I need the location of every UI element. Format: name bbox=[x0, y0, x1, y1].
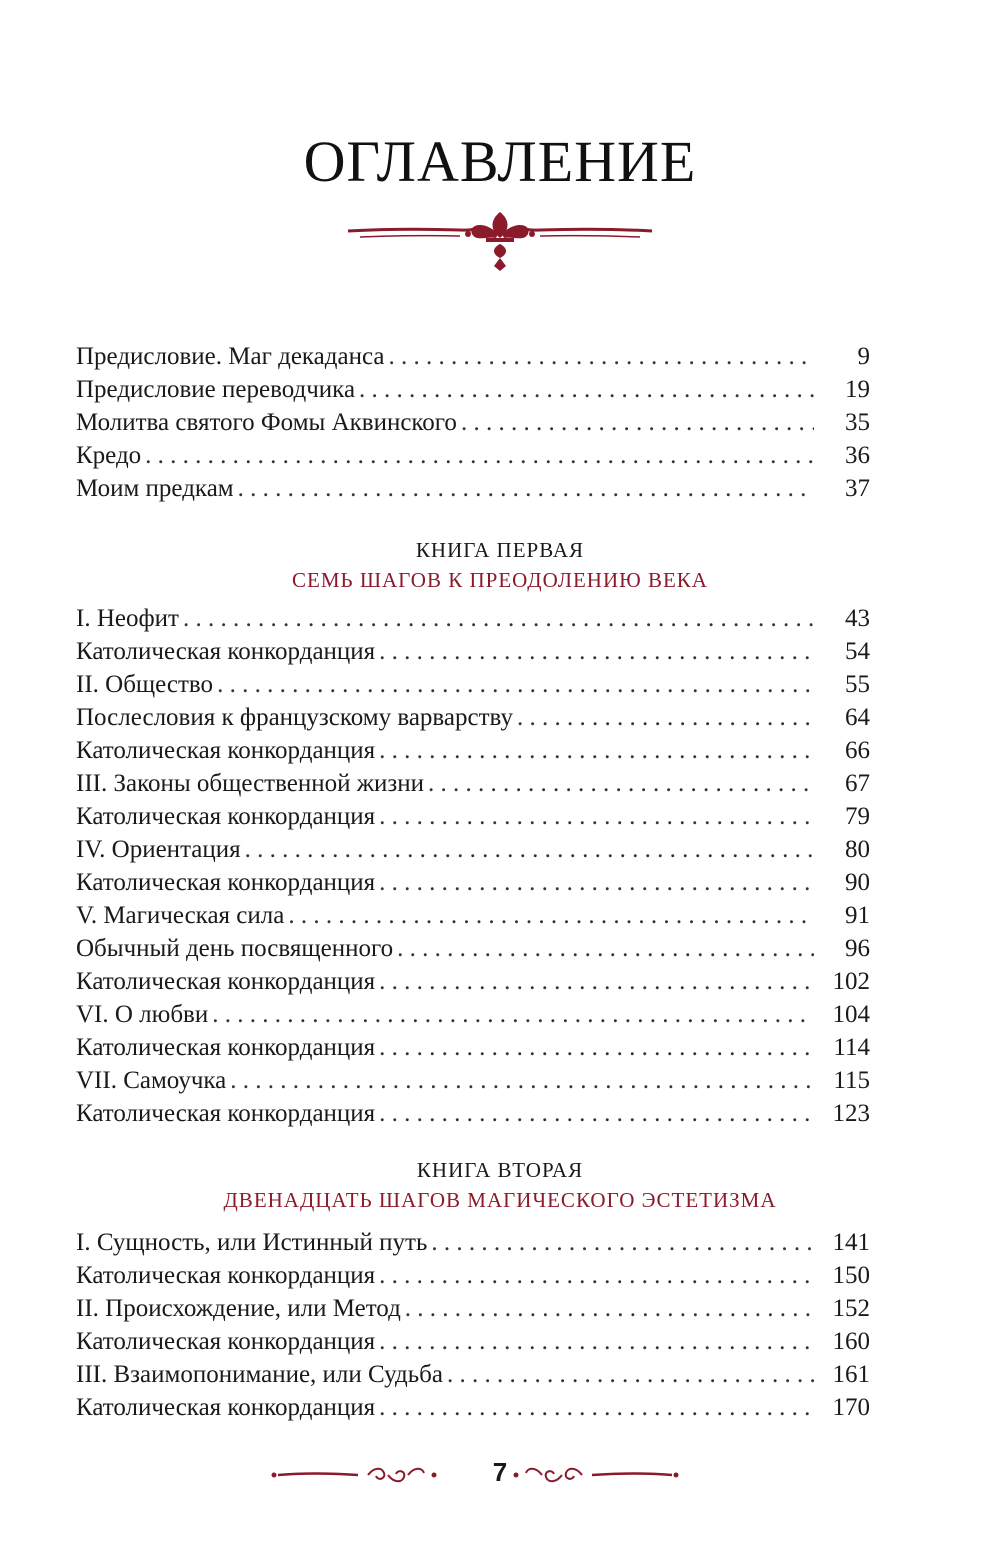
toc-entry[interactable]: Послесловия к французскому варварству . . . 64 bbox=[76, 701, 870, 734]
toc-entry[interactable]: II. Происхождение, или Метод . . . 152 bbox=[76, 1292, 870, 1325]
book-two-list bbox=[76, 1226, 870, 1424]
toc-entry[interactable]: Моим предкам . . . 37 bbox=[76, 472, 870, 505]
page-footer bbox=[0, 1455, 1000, 1495]
book-two-title: КНИГА ВТОРАЯ bbox=[416, 1158, 584, 1182]
book-one-heading bbox=[0, 535, 1000, 595]
toc-entry[interactable]: Католическая конкорданция . . . 79 bbox=[76, 800, 870, 833]
page-number: 7 bbox=[492, 1457, 508, 1487]
toc-entry[interactable]: V. Магическая сила . . . 91 bbox=[76, 899, 870, 932]
toc-entry[interactable]: Католическая конкорданция . . . 170 bbox=[76, 1391, 870, 1424]
front-matter-list bbox=[76, 340, 870, 505]
toc-entry[interactable]: Католическая конкорданция . . . 66 bbox=[76, 734, 870, 767]
toc-entry[interactable]: Католическая конкорданция . . . 123 bbox=[76, 1097, 870, 1130]
page-title: ОГЛАВЛЕНИЕ bbox=[303, 129, 697, 194]
toc-entry[interactable]: I. Сущность, или Истинный путь . . . 141 bbox=[76, 1226, 870, 1259]
toc-entry[interactable]: Католическая конкорданция . . . 90 bbox=[76, 866, 870, 899]
toc-entry[interactable]: Католическая конкорданция . . . 102 bbox=[76, 965, 870, 998]
book-two-subtitle: ДВЕНАДЦАТЬ ШАГОВ МАГИЧЕСКОГО ЭСТЕТИЗМА bbox=[223, 1188, 777, 1212]
book-two-heading bbox=[0, 1155, 1000, 1215]
toc-entry[interactable]: Обычный день посвященного . . . 96 bbox=[76, 932, 870, 965]
book-one-title: КНИГА ПЕРВАЯ bbox=[415, 538, 585, 562]
book-one-list bbox=[76, 602, 870, 1130]
toc-entry[interactable]: Католическая конкорданция . . . 160 bbox=[76, 1325, 870, 1358]
toc-entry[interactable]: Католическая конкорданция . . . 54 bbox=[76, 635, 870, 668]
toc-entry[interactable]: I. Неофит . . . 43 bbox=[76, 602, 870, 635]
toc-entry[interactable]: II. Общество . . . 55 bbox=[76, 668, 870, 701]
toc-entry[interactable]: Молитва святого Фомы Аквинского . . . 35 bbox=[76, 406, 870, 439]
toc-entry[interactable]: Предисловие переводчика . . . 19 bbox=[76, 373, 870, 406]
toc-entry[interactable]: III. Взаимопонимание, или Судьба . . . 161 bbox=[76, 1358, 870, 1391]
toc-entry[interactable]: Католическая конкорданция . . . 114 bbox=[76, 1031, 870, 1064]
toc-entry[interactable]: Предисловие. Маг декаданса . . . 9 bbox=[76, 340, 870, 373]
toc-entry[interactable]: IV. Ориентация . . . 80 bbox=[76, 833, 870, 866]
footer-ornament-right-icon bbox=[502, 1463, 682, 1487]
toc-entry[interactable]: Католическая конкорданция . . . 150 bbox=[76, 1259, 870, 1292]
fleur-de-lis-ornament-icon bbox=[340, 210, 660, 272]
toc-entry[interactable]: III. Законы общественной жизни . . . 67 bbox=[76, 767, 870, 800]
toc-entry[interactable]: Кредо . . . 36 bbox=[76, 439, 870, 472]
book-one-subtitle: СЕМЬ ШАГОВ К ПРЕОДОЛЕНИЮ ВЕКА bbox=[292, 568, 708, 592]
toc-entry[interactable]: VI. О любви . . . 104 bbox=[76, 998, 870, 1031]
toc-entry[interactable]: VII. Самоучка . . . 115 bbox=[76, 1064, 870, 1097]
